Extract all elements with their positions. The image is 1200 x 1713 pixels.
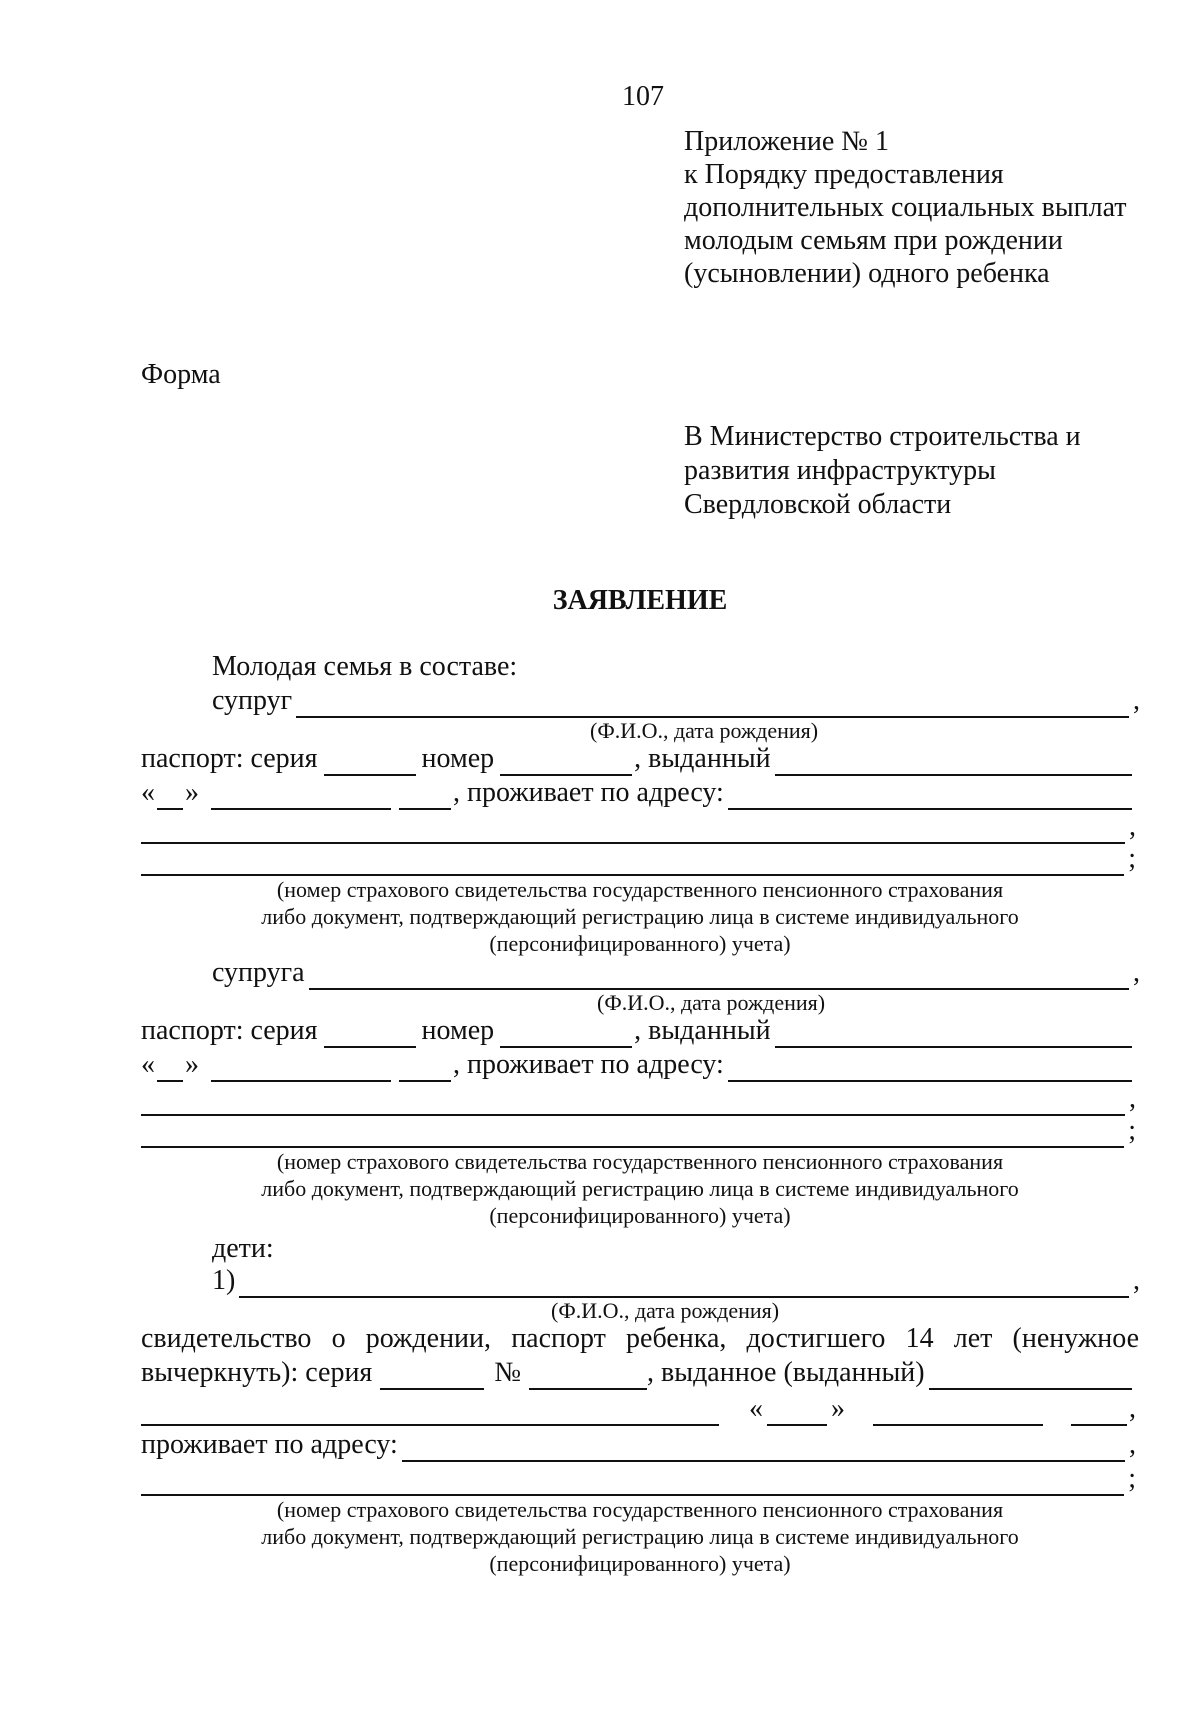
spouse-m-label: супруг xyxy=(212,685,293,716)
issue-month-field[interactable] xyxy=(211,786,391,810)
certificate-series-label: вычеркнуть): серия xyxy=(141,1357,373,1388)
child-number: 1) xyxy=(212,1265,236,1296)
issue-year-field[interactable] xyxy=(399,1058,451,1082)
issue-day-field[interactable] xyxy=(157,1058,183,1082)
punct-comma: , xyxy=(1133,957,1140,988)
issue-year-field[interactable] xyxy=(399,786,451,810)
quote-close: » xyxy=(185,1049,199,1080)
intro-text: Молодая семья в составе: xyxy=(212,651,518,682)
addressee-line: развития инфраструктуры xyxy=(684,455,996,486)
note-line: (номер страхового свидетельства государственного пенсионного страхования xyxy=(276,877,1004,902)
punct-semicolon: ; xyxy=(1128,1463,1136,1494)
passport-number-field[interactable] xyxy=(500,1024,632,1048)
insurance-number-field[interactable] xyxy=(141,1120,1124,1148)
appendix-line: (усыновлении) одного ребенка xyxy=(684,258,1050,289)
punct-comma: , xyxy=(1129,1429,1136,1460)
addressee-line: В Министерство строительства и xyxy=(684,421,1081,452)
passport-issued-label: , выданный xyxy=(634,743,771,774)
certificate-issuer-field[interactable] xyxy=(141,1402,719,1426)
child-certificate-row xyxy=(141,1356,1136,1390)
passport-series-field[interactable] xyxy=(324,1024,416,1048)
spouse-m-caption: (Ф.И.О., дата рождения) xyxy=(590,718,819,743)
appendix-line: дополнительных социальных выплат xyxy=(684,192,1127,223)
spouse-m-address-row xyxy=(141,776,1136,810)
quote-open: « xyxy=(141,777,155,808)
appendix-block xyxy=(684,125,1127,290)
child-caption: (Ф.И.О., дата рождения) xyxy=(551,1298,780,1323)
spouse-f-caption: (Ф.И.О., дата рождения) xyxy=(597,990,826,1015)
issue-month-field[interactable] xyxy=(873,1402,1043,1426)
spouse-f-name-row xyxy=(212,956,1140,990)
note-line: (номер страхового свидетельства государственного пенсионного страхования xyxy=(276,1497,1004,1522)
note-line: (персонифицированного) учета) xyxy=(489,1551,791,1576)
spouse-m-name-row xyxy=(212,684,1140,718)
punct-semicolon: ; xyxy=(1128,1115,1136,1146)
issue-month-field[interactable] xyxy=(211,1058,391,1082)
note-line: либо документ, подтверждающий регистрацию лица в системе индивидуального xyxy=(261,904,1019,929)
spouse-f-address-row xyxy=(141,1048,1136,1082)
address-label: , проживает по адресу: xyxy=(453,1049,724,1080)
quote-open: « xyxy=(749,1393,763,1424)
passport-issued-label: , выданный xyxy=(634,1015,771,1046)
quote-open: « xyxy=(141,1049,155,1080)
child-address-row xyxy=(141,1428,1136,1462)
address-field-2[interactable] xyxy=(141,1088,1125,1116)
passport-issued-field[interactable] xyxy=(775,748,1132,776)
passport-number-label: номер xyxy=(421,743,495,774)
passport-issued-field[interactable] xyxy=(775,1020,1132,1048)
address-field-2[interactable] xyxy=(141,816,1125,844)
certificate-series-field[interactable] xyxy=(380,1366,484,1390)
certificate-number-label: № xyxy=(494,1357,522,1388)
spouse-f-name-field[interactable] xyxy=(309,962,1129,990)
appendix-line: молодым семьям при рождении xyxy=(684,225,1063,256)
spouse-m-note xyxy=(140,876,1140,957)
spouse-m-insurance-row xyxy=(141,842,1136,876)
issue-day-field[interactable] xyxy=(157,786,183,810)
note-line: либо документ, подтверждающий регистрацию лица в системе индивидуального xyxy=(261,1176,1019,1201)
passport-number-label: номер xyxy=(421,1015,495,1046)
passport-series-label: паспорт: серия xyxy=(141,1015,318,1046)
appendix-line: Приложение № 1 xyxy=(684,126,889,157)
child-certificate-line1: свидетельство о рождении, паспорт ребенка, достигшего 14 лет (ненужное xyxy=(141,1323,1139,1354)
note-line: (номер страхового свидетельства государственного пенсионного страхования xyxy=(276,1149,1004,1174)
spouse-f-passport-row xyxy=(141,1014,1136,1048)
punct-semicolon: ; xyxy=(1128,843,1136,874)
issue-year-field[interactable] xyxy=(1071,1402,1127,1426)
spouse-f-address-line2 xyxy=(141,1082,1136,1116)
quote-close: » xyxy=(831,1393,845,1424)
passport-number-field[interactable] xyxy=(500,752,632,776)
certificate-issued-label: , выданное (выданный) xyxy=(647,1357,925,1388)
punct-comma: , xyxy=(1129,811,1136,842)
certificate-number-field[interactable] xyxy=(529,1366,647,1390)
children-label: дети: xyxy=(212,1233,274,1264)
passport-series-label: паспорт: серия xyxy=(141,743,318,774)
address-field[interactable] xyxy=(728,782,1132,810)
punct-comma: , xyxy=(1129,1083,1136,1114)
note-line: (персонифицированного) учета) xyxy=(489,1203,791,1228)
issue-day-field[interactable] xyxy=(767,1402,827,1426)
child-address-field[interactable] xyxy=(402,1434,1125,1462)
form-label: Форма xyxy=(141,359,221,390)
child-issue-date-row xyxy=(141,1392,1136,1426)
child-note xyxy=(140,1496,1140,1577)
child-insurance-field[interactable] xyxy=(141,1468,1124,1496)
child-insurance-row xyxy=(141,1462,1136,1496)
addressee-block xyxy=(684,420,1081,522)
spouse-m-passport-row xyxy=(141,742,1136,776)
child-name-row xyxy=(212,1264,1140,1298)
document-title: ЗАЯВЛЕНИЕ xyxy=(552,585,728,616)
page-number: 107 xyxy=(622,81,664,112)
certificate-issued-field[interactable] xyxy=(929,1362,1132,1390)
passport-series-field[interactable] xyxy=(324,752,416,776)
spouse-f-insurance-row xyxy=(141,1114,1136,1148)
punct-comma: , xyxy=(1133,1265,1140,1296)
punct-comma: , xyxy=(1129,1393,1136,1424)
spouse-f-note xyxy=(140,1148,1140,1229)
address-label: , проживает по адресу: xyxy=(453,777,724,808)
spouse-m-name-field[interactable] xyxy=(296,690,1129,718)
note-line: (персонифицированного) учета) xyxy=(489,931,791,956)
spouse-m-address-line2 xyxy=(141,810,1136,844)
spouse-f-label: супруга xyxy=(212,957,305,988)
insurance-number-field[interactable] xyxy=(141,848,1124,876)
addressee-line: Свердловской области xyxy=(684,489,952,520)
note-line: либо документ, подтверждающий регистрацию лица в системе индивидуального xyxy=(261,1524,1019,1549)
punct-comma: , xyxy=(1133,685,1140,716)
child-address-label: проживает по адресу: xyxy=(141,1429,398,1460)
child-name-field[interactable] xyxy=(239,1270,1129,1298)
address-field[interactable] xyxy=(728,1054,1132,1082)
appendix-line: к Порядку предоставления xyxy=(684,159,1004,190)
quote-close: » xyxy=(185,777,199,808)
